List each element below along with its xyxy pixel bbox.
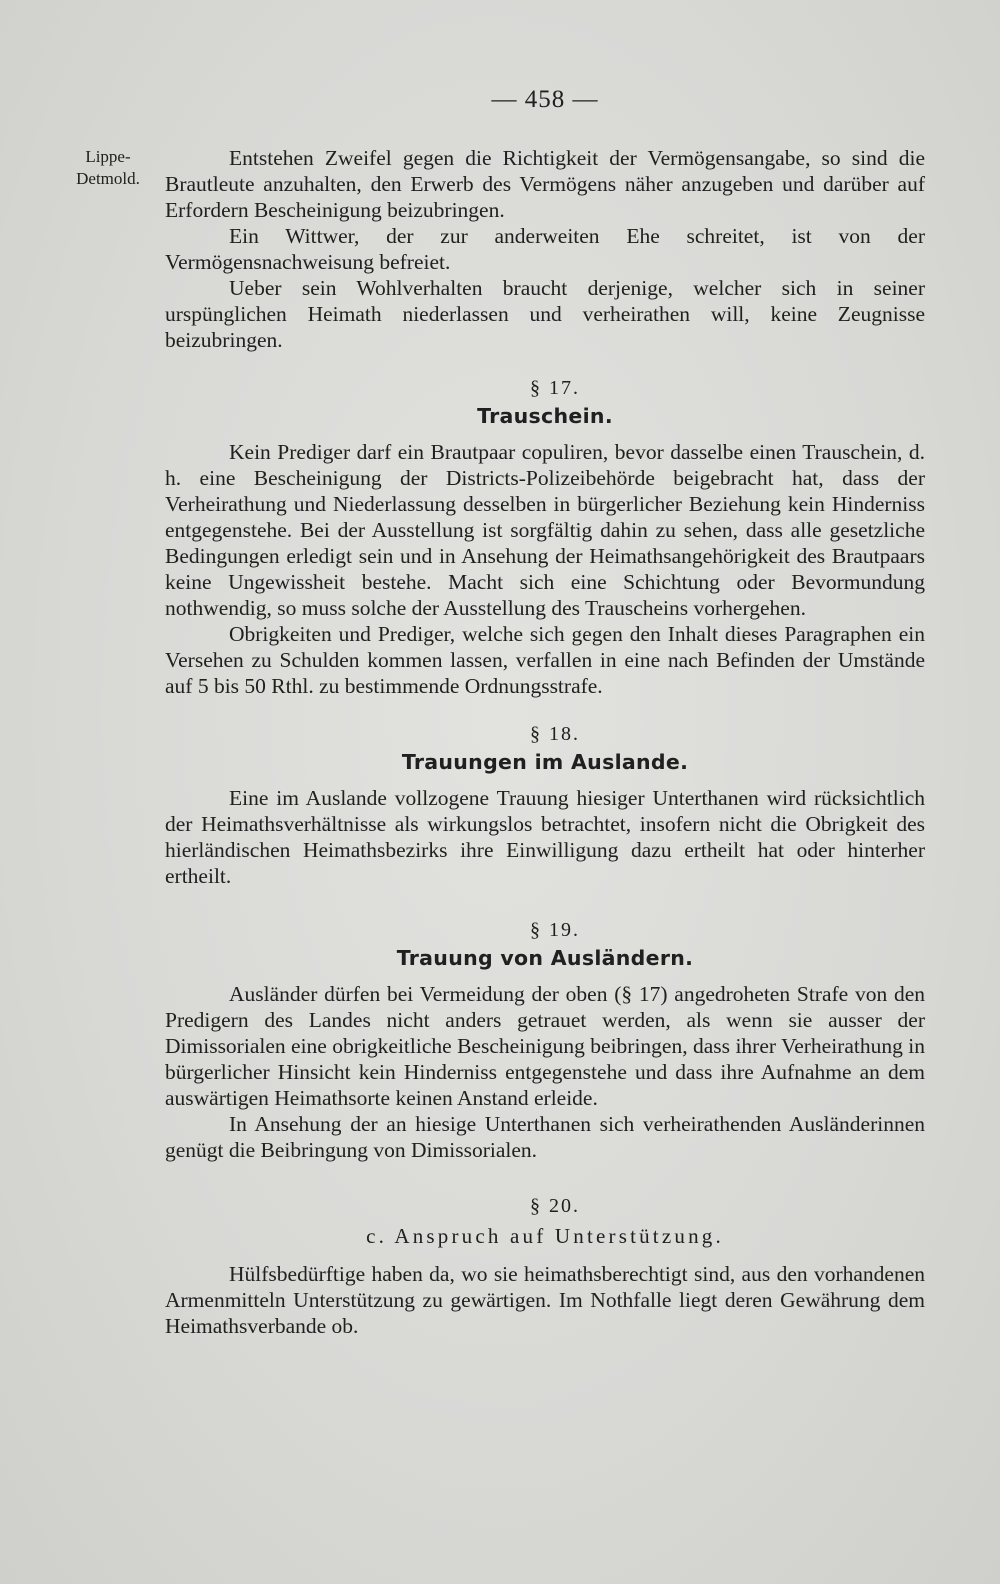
page-number: — 458 — (491, 86, 599, 113)
section-19-paragraph-1: Ausländer dürfen bei Vermeidung der oben (§ 17) angedroheten Strafe von den Predigern des Landes nicht anders getrauet werden, als wenn sie ausser der Dimissorialen eine obrigkeitliche Bescheinigung beibringen, dass ihrer Verheirathung in bürgerlicher Hinsicht kein Hinderniss entgegenstehe und dass ihre Aufnahme an dem auswärtigen Heimathsorte keinen Anstand erleide. (165, 982, 925, 1110)
section-17-paragraph-1: Kein Prediger darf ein Brautpaar copuliren, bevor dasselbe einen Trauschein, d. h. eine Bescheinigung der Districts-Polizeibehörde beigebracht hat, dass der Verheirathung und Niederlassung desselben in bürgerlicher Beziehung kein Hinderniss entgegenstehe. Bei der Ausstellung ist sorgfältig dahin zu sehen, dass alle gesetzliche Bedingungen erledigt sein und in Ansehung der Heimathsangehörigkeit des Brautpaars keine Ungewissheit bestehe. Macht sich eine Schichtung oder Bevormundung nothwendig, so muss solche der Ausstellung des Trauscheins vorhergehen. (165, 440, 925, 620)
section-19-title: Trauung von Ausländern. (396, 946, 694, 970)
section-19-number: § 19. (530, 919, 580, 941)
section-19-paragraph-2: In Ansehung der an hiesige Unterthanen sich verheirathenden Ausländerinnen genügt die Beibringung von Dimissorialen. (165, 1112, 925, 1162)
intro-paragraph-3: Ueber sein Wohlverhalten braucht derjenige, welcher sich in seiner urspünglichen Heimath niederlassen und verheirathen will, keine Zeugnisse beizubringen. (165, 276, 925, 352)
margin-note-text: Lippe- Detmold. (76, 147, 140, 188)
section-18-title: Trauungen im Auslande. (401, 750, 689, 774)
intro-paragraph-2: Ein Wittwer, der zur anderweiten Ehe schreitet, ist von der Vermögensnachweisung befreiet. (165, 224, 925, 274)
intro-paragraph-1: Entstehen Zweifel gegen die Richtigkeit der Vermögensangabe, so sind die Brautleute anzuhalten, den Erwerb des Vermögens näher anzugeben und darüber auf Erfordern Bescheinigung beizubringen. (165, 146, 925, 222)
section-20-paragraph-1: Hülfsbedürftige haben da, wo sie heimathsberechtigt sind, aus den vorhandenen Armenmitteln Unterstützung zu gewärtigen. Im Nothfalle liegt deren Gewährung dem Heimathsverbande ob. (165, 1262, 925, 1338)
section-18-number: § 18. (530, 723, 580, 745)
section-20-number: § 20. (530, 1195, 580, 1217)
section-20-title: c. Anspruch auf Unterstützung. (366, 1224, 724, 1248)
margin-note (58, 146, 158, 190)
section-18-paragraph-1: Eine im Auslande vollzogene Trauung hiesiger Unterthanen wird rücksichtlich der Heimathsverhältnisse als wirkungslos betrachtet, insofern nicht die Obrigkeit des hierländischen Heimathsbezirks ihre Einwilligung dazu ertheilt hat oder hinterher ertheilt. (165, 786, 925, 888)
section-17-title: Trauschein. (477, 404, 613, 428)
page-content (165, 145, 925, 1339)
section-17-paragraph-2: Obrigkeiten und Prediger, welche sich gegen den Inhalt dieses Paragraphen ein Versehen zu Schulden kommen lassen, verfallen in eine nach Befinden der Umstände auf 5 bis 50 Rthl. zu bestimmende Ordnungsstrafe. (165, 622, 925, 698)
section-17-number: § 17. (530, 377, 580, 399)
